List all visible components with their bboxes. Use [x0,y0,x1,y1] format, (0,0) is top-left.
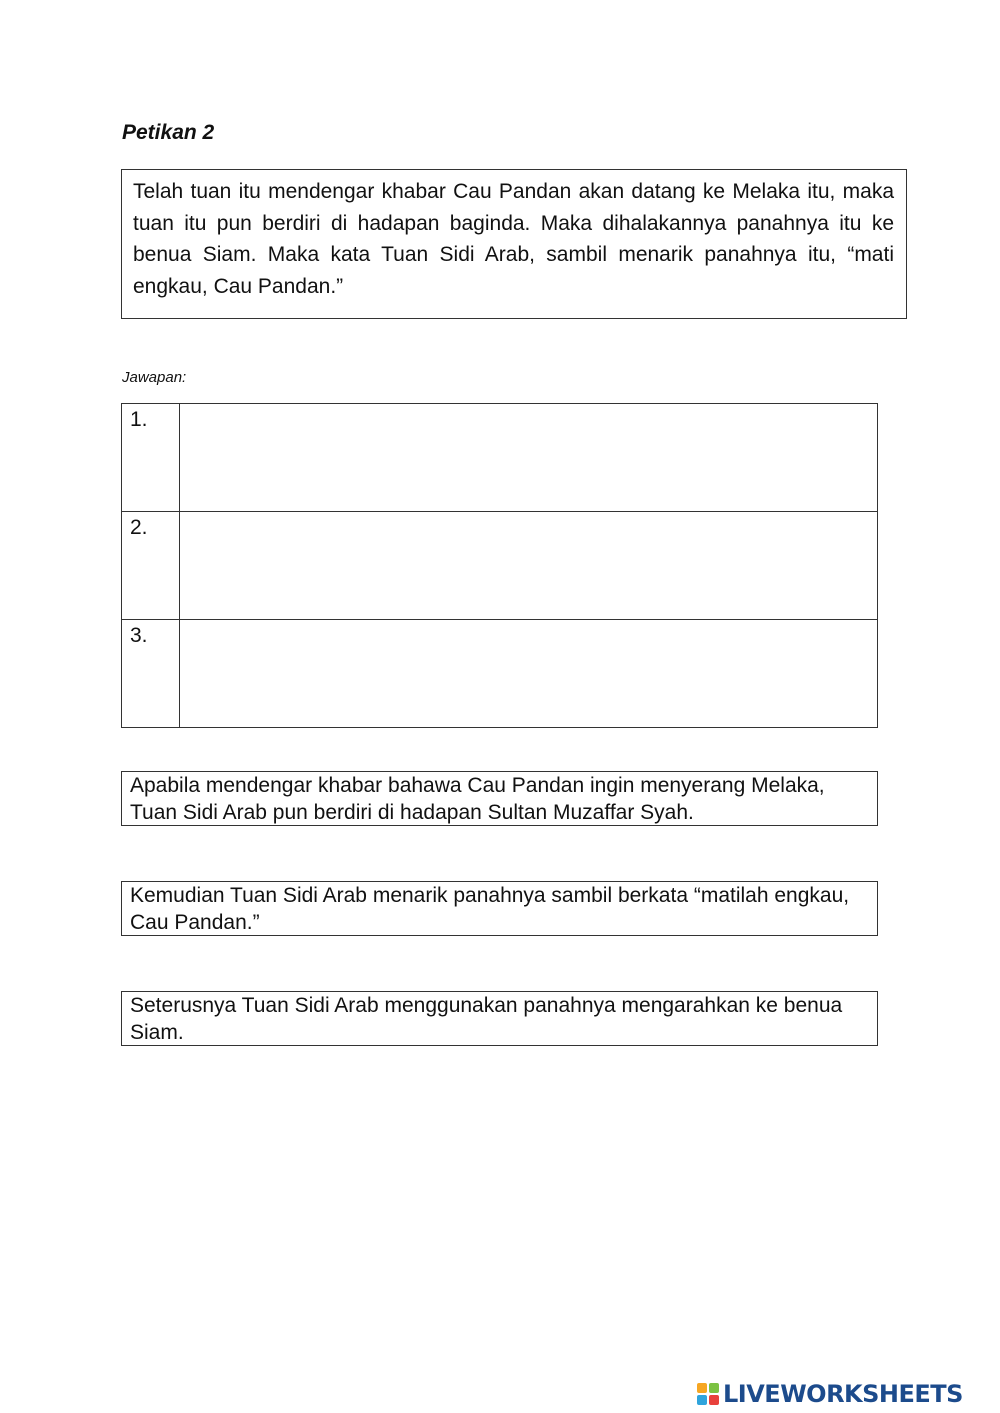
logo-square [709,1383,719,1393]
table-row [122,512,878,620]
logo-square [709,1395,719,1405]
draggable-option-2[interactable]: Kemudian Tuan Sidi Arab menarik panahnya sambil berkata “matilah engkau, Cau Pandan.” [121,881,878,936]
answer-label: Jawapan: [122,369,187,386]
table-row [122,620,878,728]
answer-drop-slot-3[interactable] [180,620,878,728]
row-number: 3. [122,620,180,728]
liveworksheets-logo [697,1380,963,1408]
liveworksheets-logo-icon [697,1383,719,1405]
row-number: 2. [122,512,180,620]
page-title: Petikan 2 [122,121,215,144]
logo-square [697,1395,707,1405]
row-number: 1. [122,404,180,512]
logo-square [697,1383,707,1393]
draggable-option-3[interactable]: Seterusnya Tuan Sidi Arab menggunakan panahnya mengarahkan ke benua Siam. [121,991,878,1046]
draggable-option-1[interactable]: Apabila mendengar khabar bahawa Cau Pandan ingin menyerang Melaka, Tuan Sidi Arab pun berdiri di hadapan Sultan Muzaffar Syah. [121,771,878,826]
answer-drop-slot-2[interactable] [180,512,878,620]
answer-drop-slot-1[interactable] [180,404,878,512]
table-row [122,404,878,512]
answer-table [121,403,878,728]
logo-text: LIVEWORKSHEETS [723,1380,963,1408]
passage-box: Telah tuan itu mendengar khabar Cau Pandan akan datang ke Melaka itu, maka tuan itu pun berdiri di hadapan baginda. Maka dihalakannya panahnya itu ke benua Siam. Maka kata Tuan Sidi Arab, sambil menarik panahnya itu, “mati engkau, Cau Pandan.” [121,169,907,319]
